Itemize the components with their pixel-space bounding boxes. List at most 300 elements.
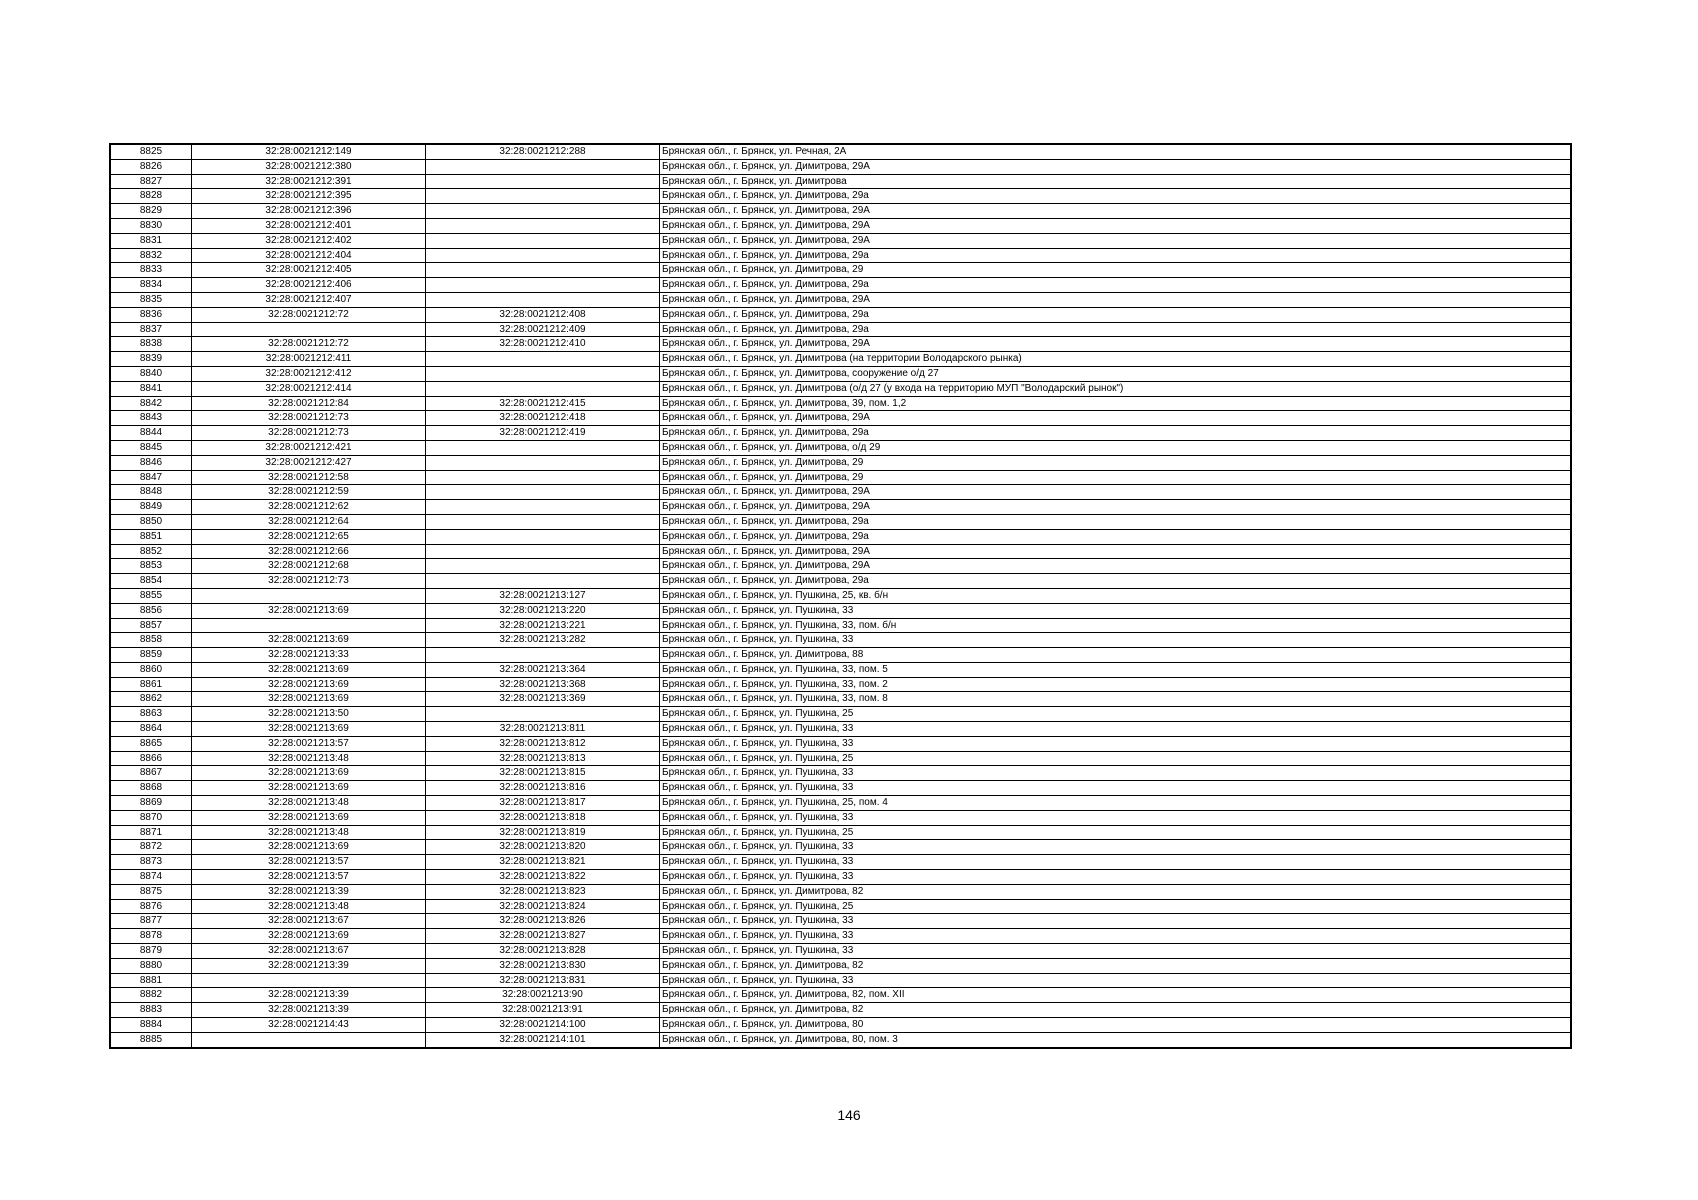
object-number-cell <box>426 233 660 248</box>
parcel-number-cell: 32:28:0021214:43 <box>192 1018 426 1033</box>
row-number-cell: 8846 <box>110 455 192 470</box>
address-cell: Брянская обл., г. Брянск, ул. Димитрова, 29а <box>660 307 1572 322</box>
parcel-number-cell: 32:28:0021212:64 <box>192 514 426 529</box>
parcel-number-cell: 32:28:0021212:66 <box>192 544 426 559</box>
table-row <box>110 870 1571 885</box>
table-body <box>110 144 1571 1048</box>
row-number-cell: 8838 <box>110 337 192 352</box>
row-number-cell: 8859 <box>110 648 192 663</box>
parcel-number-cell: 32:28:0021212:404 <box>192 248 426 263</box>
parcel-number-cell: 32:28:0021213:69 <box>192 722 426 737</box>
row-number-cell: 8880 <box>110 958 192 973</box>
address-cell: Брянская обл., г. Брянск, ул. Димитрова (на территории Володарского рынка) <box>660 352 1572 367</box>
row-number-cell: 8857 <box>110 618 192 633</box>
row-number-cell: 8879 <box>110 944 192 959</box>
table-row <box>110 810 1571 825</box>
parcel-number-cell: 32:28:0021213:57 <box>192 855 426 870</box>
parcel-number-cell: 32:28:0021212:421 <box>192 440 426 455</box>
parcel-number-cell: 32:28:0021212:414 <box>192 381 426 396</box>
object-number-cell <box>426 263 660 278</box>
address-cell: Брянская обл., г. Брянск, ул. Пушкина, 33, пом. б/н <box>660 618 1572 633</box>
table-row <box>110 707 1571 722</box>
table-row <box>110 692 1571 707</box>
table-row <box>110 159 1571 174</box>
table-row <box>110 559 1571 574</box>
object-number-cell: 32:28:0021213:820 <box>426 840 660 855</box>
table-row <box>110 1018 1571 1033</box>
address-cell: Брянская обл., г. Брянск, ул. Пушкина, 33, пом. 5 <box>660 662 1572 677</box>
table-row <box>110 352 1571 367</box>
parcel-number-cell: 32:28:0021212:72 <box>192 337 426 352</box>
object-number-cell: 32:28:0021213:813 <box>426 751 660 766</box>
object-number-cell: 32:28:0021213:818 <box>426 810 660 825</box>
parcel-number-cell: 32:28:0021213:57 <box>192 736 426 751</box>
row-number-cell: 8870 <box>110 810 192 825</box>
row-number-cell: 8873 <box>110 855 192 870</box>
table-row <box>110 426 1571 441</box>
row-number-cell: 8860 <box>110 662 192 677</box>
parcel-number-cell: 32:28:0021213:39 <box>192 884 426 899</box>
table-row <box>110 381 1571 396</box>
table-row <box>110 648 1571 663</box>
table-row <box>110 204 1571 219</box>
parcel-number-cell: 32:28:0021213:69 <box>192 840 426 855</box>
parcel-number-cell: 32:28:0021213:69 <box>192 692 426 707</box>
object-number-cell: 32:28:0021213:220 <box>426 603 660 618</box>
object-number-cell: 32:28:0021213:221 <box>426 618 660 633</box>
row-number-cell: 8882 <box>110 988 192 1003</box>
address-cell: Брянская обл., г. Брянск, ул. Димитрова, 29а <box>660 189 1572 204</box>
row-number-cell: 8856 <box>110 603 192 618</box>
parcel-number-cell: 32:28:0021212:149 <box>192 144 426 159</box>
table-row <box>110 677 1571 692</box>
table-row <box>110 588 1571 603</box>
parcel-number-cell: 32:28:0021213:69 <box>192 810 426 825</box>
parcel-number-cell: 32:28:0021213:69 <box>192 766 426 781</box>
table-row <box>110 914 1571 929</box>
address-cell: Брянская обл., г. Брянск, ул. Пушкина, 33 <box>660 603 1572 618</box>
row-number-cell: 8855 <box>110 588 192 603</box>
row-number-cell: 8831 <box>110 233 192 248</box>
parcel-number-cell: 32:28:0021212:396 <box>192 204 426 219</box>
parcel-number-cell <box>192 1032 426 1047</box>
table-row <box>110 736 1571 751</box>
table-row <box>110 337 1571 352</box>
address-cell: Брянская обл., г. Брянск, ул. Димитрова, 39, пом. 1,2 <box>660 396 1572 411</box>
object-number-cell <box>426 381 660 396</box>
address-cell: Брянская обл., г. Брянск, ул. Димитрова, 29 <box>660 263 1572 278</box>
object-number-cell: 32:28:0021212:419 <box>426 426 660 441</box>
table-row <box>110 722 1571 737</box>
row-number-cell: 8842 <box>110 396 192 411</box>
table-row <box>110 322 1571 337</box>
row-number-cell: 8830 <box>110 218 192 233</box>
address-cell: Брянская обл., г. Брянск, ул. Пушкина, 33 <box>660 633 1572 648</box>
parcel-number-cell: 32:28:0021212:427 <box>192 455 426 470</box>
table-row <box>110 470 1571 485</box>
address-cell: Брянская обл., г. Брянск, ул. Димитрова, 29А <box>660 559 1572 574</box>
address-cell: Брянская обл., г. Брянск, ул. Пушкина, 33 <box>660 840 1572 855</box>
object-number-cell <box>426 455 660 470</box>
row-number-cell: 8834 <box>110 278 192 293</box>
address-cell: Брянская обл., г. Брянск, ул. Пушкина, 33 <box>660 781 1572 796</box>
object-number-cell: 32:28:0021213:821 <box>426 855 660 870</box>
parcel-number-cell: 32:28:0021213:39 <box>192 988 426 1003</box>
parcel-number-cell: 32:28:0021213:48 <box>192 751 426 766</box>
row-number-cell: 8827 <box>110 174 192 189</box>
row-number-cell: 8837 <box>110 322 192 337</box>
parcel-number-cell: 32:28:0021212:406 <box>192 278 426 293</box>
table-row <box>110 144 1571 159</box>
address-cell: Брянская обл., г. Брянск, ул. Пушкина, 25 <box>660 707 1572 722</box>
address-cell: Брянская обл., г. Брянск, ул. Димитрова, 29А <box>660 337 1572 352</box>
address-cell: Брянская обл., г. Брянск, ул. Димитрова, сооружение о/д 27 <box>660 366 1572 381</box>
address-cell: Брянская обл., г. Брянск, ул. Димитрова, 29А <box>660 544 1572 559</box>
object-number-cell: 32:28:0021213:127 <box>426 588 660 603</box>
address-cell: Брянская обл., г. Брянск, ул. Пушкина, 25, пом. 4 <box>660 796 1572 811</box>
row-number-cell: 8871 <box>110 825 192 840</box>
parcel-number-cell <box>192 588 426 603</box>
address-cell: Брянская обл., г. Брянск, ул. Димитрова, 29а <box>660 278 1572 293</box>
object-number-cell: 32:28:0021213:824 <box>426 899 660 914</box>
registry-table <box>109 143 1572 1049</box>
address-cell: Брянская обл., г. Брянск, ул. Димитрова, 29А <box>660 233 1572 248</box>
table-row <box>110 514 1571 529</box>
row-number-cell: 8848 <box>110 485 192 500</box>
address-cell: Брянская обл., г. Брянск, ул. Пушкина, 33, пом. 8 <box>660 692 1572 707</box>
object-number-cell: 32:28:0021212:418 <box>426 411 660 426</box>
parcel-number-cell <box>192 973 426 988</box>
address-cell: Брянская обл., г. Брянск, ул. Димитрова, 80 <box>660 1018 1572 1033</box>
address-cell: Брянская обл., г. Брянск, ул. Пушкина, 33 <box>660 766 1572 781</box>
object-number-cell <box>426 500 660 515</box>
table-row <box>110 278 1571 293</box>
object-number-cell <box>426 278 660 293</box>
row-number-cell: 8866 <box>110 751 192 766</box>
object-number-cell <box>426 218 660 233</box>
table-row <box>110 366 1571 381</box>
table-row <box>110 485 1571 500</box>
object-number-cell <box>426 485 660 500</box>
row-number-cell: 8832 <box>110 248 192 263</box>
object-number-cell <box>426 204 660 219</box>
object-number-cell: 32:28:0021212:415 <box>426 396 660 411</box>
object-number-cell <box>426 248 660 263</box>
table-row <box>110 973 1571 988</box>
row-number-cell: 8861 <box>110 677 192 692</box>
object-number-cell: 32:28:0021212:409 <box>426 322 660 337</box>
parcel-number-cell: 32:28:0021213:69 <box>192 929 426 944</box>
parcel-number-cell: 32:28:0021212:380 <box>192 159 426 174</box>
object-number-cell: 32:28:0021213:830 <box>426 958 660 973</box>
parcel-number-cell: 32:28:0021212:401 <box>192 218 426 233</box>
parcel-number-cell: 32:28:0021212:73 <box>192 426 426 441</box>
row-number-cell: 8829 <box>110 204 192 219</box>
row-number-cell: 8868 <box>110 781 192 796</box>
address-cell: Брянская обл., г. Брянск, ул. Пушкина, 25 <box>660 899 1572 914</box>
object-number-cell <box>426 159 660 174</box>
parcel-number-cell: 32:28:0021212:405 <box>192 263 426 278</box>
table-row <box>110 1003 1571 1018</box>
address-cell: Брянская обл., г. Брянск, ул. Речная, 2А <box>660 144 1572 159</box>
object-number-cell <box>426 189 660 204</box>
row-number-cell: 8833 <box>110 263 192 278</box>
parcel-number-cell: 32:28:0021213:69 <box>192 781 426 796</box>
table-row <box>110 440 1571 455</box>
table-row <box>110 248 1571 263</box>
row-number-cell: 8840 <box>110 366 192 381</box>
address-cell: Брянская обл., г. Брянск, ул. Пушкина, 25 <box>660 825 1572 840</box>
object-number-cell: 32:28:0021213:827 <box>426 929 660 944</box>
table-row <box>110 988 1571 1003</box>
object-number-cell: 32:28:0021213:816 <box>426 781 660 796</box>
table-row <box>110 603 1571 618</box>
row-number-cell: 8853 <box>110 559 192 574</box>
object-number-cell: 32:28:0021213:831 <box>426 973 660 988</box>
table-row <box>110 884 1571 899</box>
parcel-number-cell: 32:28:0021212:65 <box>192 529 426 544</box>
table-row <box>110 218 1571 233</box>
object-number-cell <box>426 648 660 663</box>
address-cell: Брянская обл., г. Брянск, ул. Пушкина, 33, пом. 2 <box>660 677 1572 692</box>
object-number-cell <box>426 544 660 559</box>
table-row <box>110 529 1571 544</box>
object-number-cell <box>426 529 660 544</box>
parcel-number-cell: 32:28:0021212:407 <box>192 292 426 307</box>
address-cell: Брянская обл., г. Брянск, ул. Димитрова, 29а <box>660 322 1572 337</box>
parcel-number-cell <box>192 618 426 633</box>
object-number-cell: 32:28:0021213:812 <box>426 736 660 751</box>
address-cell: Брянская обл., г. Брянск, ул. Димитрова, 80, пом. 3 <box>660 1032 1572 1047</box>
parcel-number-cell: 32:28:0021213:69 <box>192 603 426 618</box>
parcel-number-cell: 32:28:0021213:39 <box>192 958 426 973</box>
row-number-cell: 8836 <box>110 307 192 322</box>
row-number-cell: 8874 <box>110 870 192 885</box>
object-number-cell <box>426 470 660 485</box>
row-number-cell: 8826 <box>110 159 192 174</box>
parcel-number-cell <box>192 322 426 337</box>
address-cell: Брянская обл., г. Брянск, ул. Димитрова, 29А <box>660 411 1572 426</box>
parcel-number-cell: 32:28:0021212:59 <box>192 485 426 500</box>
table-row <box>110 825 1571 840</box>
address-cell: Брянская обл., г. Брянск, ул. Димитрова, 29а <box>660 529 1572 544</box>
table-row <box>110 899 1571 914</box>
address-cell: Брянская обл., г. Брянск, ул. Димитрова <box>660 174 1572 189</box>
table-row <box>110 618 1571 633</box>
address-cell: Брянская обл., г. Брянск, ул. Димитрова, 29А <box>660 292 1572 307</box>
row-number-cell: 8884 <box>110 1018 192 1033</box>
address-cell: Брянская обл., г. Брянск, ул. Димитрова, 29а <box>660 514 1572 529</box>
parcel-number-cell: 32:28:0021213:50 <box>192 707 426 722</box>
row-number-cell: 8876 <box>110 899 192 914</box>
row-number-cell: 8881 <box>110 973 192 988</box>
parcel-number-cell: 32:28:0021212:411 <box>192 352 426 367</box>
table-row <box>110 544 1571 559</box>
object-number-cell: 32:28:0021213:822 <box>426 870 660 885</box>
parcel-number-cell: 32:28:0021213:69 <box>192 662 426 677</box>
table-row <box>110 855 1571 870</box>
object-number-cell <box>426 574 660 589</box>
row-number-cell: 8883 <box>110 1003 192 1018</box>
address-cell: Брянская обл., г. Брянск, ул. Пушкина, 33 <box>660 944 1572 959</box>
row-number-cell: 8835 <box>110 292 192 307</box>
parcel-number-cell: 32:28:0021212:73 <box>192 574 426 589</box>
parcel-number-cell: 32:28:0021213:48 <box>192 796 426 811</box>
parcel-number-cell: 32:28:0021213:48 <box>192 825 426 840</box>
parcel-number-cell: 32:28:0021213:39 <box>192 1003 426 1018</box>
table-row <box>110 958 1571 973</box>
address-cell: Брянская обл., г. Брянск, ул. Димитрова, 29а <box>660 574 1572 589</box>
parcel-number-cell: 32:28:0021213:57 <box>192 870 426 885</box>
row-number-cell: 8885 <box>110 1032 192 1047</box>
table-row <box>110 500 1571 515</box>
table-row <box>110 796 1571 811</box>
parcel-number-cell: 32:28:0021212:73 <box>192 411 426 426</box>
table-row <box>110 766 1571 781</box>
object-number-cell: 32:28:0021213:811 <box>426 722 660 737</box>
object-number-cell <box>426 352 660 367</box>
address-cell: Брянская обл., г. Брянск, ул. Пушкина, 25 <box>660 751 1572 766</box>
parcel-number-cell: 32:28:0021213:33 <box>192 648 426 663</box>
object-number-cell: 32:28:0021213:817 <box>426 796 660 811</box>
table-row <box>110 633 1571 648</box>
object-number-cell: 32:28:0021213:823 <box>426 884 660 899</box>
parcel-number-cell: 32:28:0021213:67 <box>192 944 426 959</box>
table-row <box>110 411 1571 426</box>
parcel-number-cell: 32:28:0021212:412 <box>192 366 426 381</box>
row-number-cell: 8867 <box>110 766 192 781</box>
table-row <box>110 751 1571 766</box>
parcel-number-cell: 32:28:0021212:62 <box>192 500 426 515</box>
object-number-cell <box>426 174 660 189</box>
address-cell: Брянская обл., г. Брянск, ул. Димитрова, 29А <box>660 218 1572 233</box>
table-row <box>110 307 1571 322</box>
address-cell: Брянская обл., г. Брянск, ул. Димитрова, 82 <box>660 958 1572 973</box>
parcel-number-cell: 32:28:0021213:67 <box>192 914 426 929</box>
row-number-cell: 8847 <box>110 470 192 485</box>
address-cell: Брянская обл., г. Брянск, ул. Пушкина, 25, кв. б/н <box>660 588 1572 603</box>
address-cell: Брянская обл., г. Брянск, ул. Димитрова, 29А <box>660 159 1572 174</box>
address-cell: Брянская обл., г. Брянск, ул. Димитрова, 29А <box>660 500 1572 515</box>
object-number-cell: 32:28:0021212:408 <box>426 307 660 322</box>
object-number-cell <box>426 292 660 307</box>
object-number-cell: 32:28:0021213:815 <box>426 766 660 781</box>
address-cell: Брянская обл., г. Брянск, ул. Димитрова, 82, пом. XII <box>660 988 1572 1003</box>
object-number-cell <box>426 559 660 574</box>
address-cell: Брянская обл., г. Брянск, ул. Пушкина, 33 <box>660 973 1572 988</box>
address-cell: Брянская обл., г. Брянск, ул. Пушкина, 33 <box>660 855 1572 870</box>
parcel-number-cell: 32:28:0021212:84 <box>192 396 426 411</box>
table-row <box>110 781 1571 796</box>
table-row <box>110 840 1571 855</box>
address-cell: Брянская обл., г. Брянск, ул. Димитрова (о/д 27 (у входа на территорию МУП "Володарский рынок") <box>660 381 1572 396</box>
parcel-number-cell: 32:28:0021212:72 <box>192 307 426 322</box>
row-number-cell: 8828 <box>110 189 192 204</box>
row-number-cell: 8849 <box>110 500 192 515</box>
row-number-cell: 8872 <box>110 840 192 855</box>
address-cell: Брянская обл., г. Брянск, ул. Пушкина, 33 <box>660 736 1572 751</box>
object-number-cell: 32:28:0021212:410 <box>426 337 660 352</box>
row-number-cell: 8839 <box>110 352 192 367</box>
row-number-cell: 8864 <box>110 722 192 737</box>
parcel-number-cell: 32:28:0021212:68 <box>192 559 426 574</box>
address-cell: Брянская обл., г. Брянск, ул. Пушкина, 33 <box>660 929 1572 944</box>
table-row <box>110 929 1571 944</box>
parcel-number-cell: 32:28:0021212:402 <box>192 233 426 248</box>
address-cell: Брянская обл., г. Брянск, ул. Пушкина, 33 <box>660 810 1572 825</box>
row-number-cell: 8825 <box>110 144 192 159</box>
row-number-cell: 8850 <box>110 514 192 529</box>
address-cell: Брянская обл., г. Брянск, ул. Димитрова, 29А <box>660 485 1572 500</box>
object-number-cell: 32:28:0021213:819 <box>426 825 660 840</box>
table-row <box>110 233 1571 248</box>
object-number-cell: 32:28:0021213:828 <box>426 944 660 959</box>
row-number-cell: 8852 <box>110 544 192 559</box>
object-number-cell: 32:28:0021213:369 <box>426 692 660 707</box>
row-number-cell: 8869 <box>110 796 192 811</box>
table-row <box>110 662 1571 677</box>
table-row <box>110 455 1571 470</box>
row-number-cell: 8843 <box>110 411 192 426</box>
table-row <box>110 574 1571 589</box>
object-number-cell: 32:28:0021214:101 <box>426 1032 660 1047</box>
object-number-cell: 32:28:0021213:364 <box>426 662 660 677</box>
parcel-number-cell: 32:28:0021212:395 <box>192 189 426 204</box>
table-row <box>110 292 1571 307</box>
object-number-cell: 32:28:0021213:91 <box>426 1003 660 1018</box>
parcel-number-cell: 32:28:0021213:69 <box>192 677 426 692</box>
address-cell: Брянская обл., г. Брянск, ул. Димитрова, о/д 29 <box>660 440 1572 455</box>
object-number-cell <box>426 440 660 455</box>
row-number-cell: 8875 <box>110 884 192 899</box>
address-cell: Брянская обл., г. Брянск, ул. Димитрова, 88 <box>660 648 1572 663</box>
object-number-cell: 32:28:0021213:368 <box>426 677 660 692</box>
object-number-cell: 32:28:0021212:288 <box>426 144 660 159</box>
parcel-number-cell: 32:28:0021213:48 <box>192 899 426 914</box>
row-number-cell: 8854 <box>110 574 192 589</box>
row-number-cell: 8844 <box>110 426 192 441</box>
row-number-cell: 8863 <box>110 707 192 722</box>
object-number-cell: 32:28:0021213:90 <box>426 988 660 1003</box>
address-cell: Брянская обл., г. Брянск, ул. Димитрова, 82 <box>660 884 1572 899</box>
address-cell: Брянская обл., г. Брянск, ул. Димитрова, 29А <box>660 204 1572 219</box>
row-number-cell: 8878 <box>110 929 192 944</box>
parcel-number-cell: 32:28:0021212:391 <box>192 174 426 189</box>
object-number-cell: 32:28:0021213:826 <box>426 914 660 929</box>
address-cell: Брянская обл., г. Брянск, ул. Димитрова, 29а <box>660 426 1572 441</box>
parcel-number-cell: 32:28:0021212:58 <box>192 470 426 485</box>
object-number-cell <box>426 366 660 381</box>
address-cell: Брянская обл., г. Брянск, ул. Пушкина, 33 <box>660 870 1572 885</box>
address-cell: Брянская обл., г. Брянск, ул. Димитрова, 29 <box>660 470 1572 485</box>
row-number-cell: 8865 <box>110 736 192 751</box>
table-row <box>110 174 1571 189</box>
object-number-cell: 32:28:0021213:282 <box>426 633 660 648</box>
object-number-cell: 32:28:0021214:100 <box>426 1018 660 1033</box>
address-cell: Брянская обл., г. Брянск, ул. Пушкина, 33 <box>660 914 1572 929</box>
row-number-cell: 8845 <box>110 440 192 455</box>
table-row <box>110 189 1571 204</box>
address-cell: Брянская обл., г. Брянск, ул. Димитрова, 29а <box>660 248 1572 263</box>
table-row <box>110 396 1571 411</box>
table-row <box>110 263 1571 278</box>
row-number-cell: 8851 <box>110 529 192 544</box>
table-row <box>110 1032 1571 1047</box>
row-number-cell: 8841 <box>110 381 192 396</box>
object-number-cell <box>426 707 660 722</box>
row-number-cell: 8862 <box>110 692 192 707</box>
address-cell: Брянская обл., г. Брянск, ул. Димитрова, 29 <box>660 455 1572 470</box>
